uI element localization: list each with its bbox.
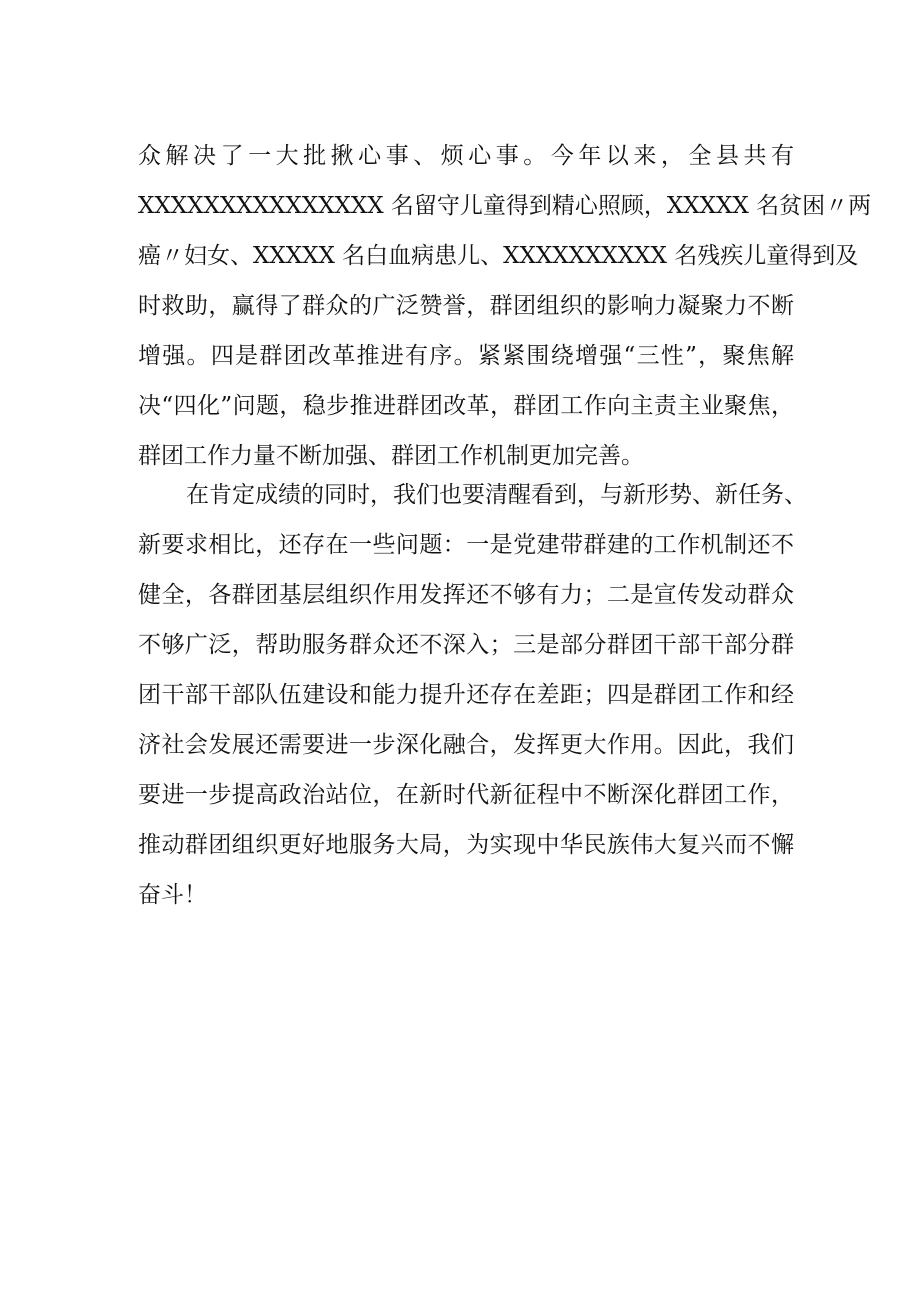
paragraph-2-line-2: 新要求相比，还存在一些问题：一是党建带群建的工作机制还不 — [138, 532, 794, 558]
paragraph-1-line-1: 众解决了一大批揪心事、烦心事。今年以来，全县共有 — [138, 143, 794, 169]
paragraph-1-line-6: 决“四化”问题，稳步推进群团改革，群团工作向主责主业聚焦， — [138, 393, 794, 419]
paragraph-2-line-8: 推动群团组织更好地服务大局，为实现中华民族伟大复兴而不懈 — [138, 832, 794, 858]
paragraph-2-line-6: 济社会发展还需要进一步深化融合，发挥更大作用。因此，我们 — [138, 732, 794, 758]
paragraph-1-line-2: XXXXXXXXXXXXXXX 名留守儿童得到精心照顾，XXXXX 名贫困〃两 — [138, 193, 872, 219]
paragraph-1-line-3: 癌〃妇女、XXXXX 名白血病患儿、XXXXXXXXXX 名残疾儿童得到及 — [138, 243, 859, 269]
paragraph-2-line-1: 在肯定成绩的同时，我们也要清醒看到，与新形势、新任务、 — [186, 482, 807, 508]
paragraph-2-line-3: 健全，各群团基层组织作用发挥还不够有力；二是宣传发动群众 — [138, 582, 794, 608]
paragraph-1-line-4: 时救助，赢得了群众的广泛赞誉，群团组织的影响力凝聚力不断 — [138, 293, 794, 319]
paragraph-2-line-4: 不够广泛，帮助服务群众还不深入；三是部分群团干部干部分群 — [138, 632, 794, 658]
paragraph-2-line-7: 要进一步提高政治站位，在新时代新征程中不断深化群团工作， — [138, 782, 794, 808]
paragraph-1-line-7: 群团工作力量不断加强、群团工作机制更加完善。 — [138, 443, 644, 469]
paragraph-1-line-5: 增强。四是群团改革推进有序。紧紧围绕增强“三性”，聚焦解 — [138, 343, 794, 369]
paragraph-2-line-5: 团干部干部队伍建设和能力提升还存在差距；四是群团工作和经 — [138, 682, 794, 708]
paragraph-2-line-9: 奋斗！ — [138, 882, 207, 908]
